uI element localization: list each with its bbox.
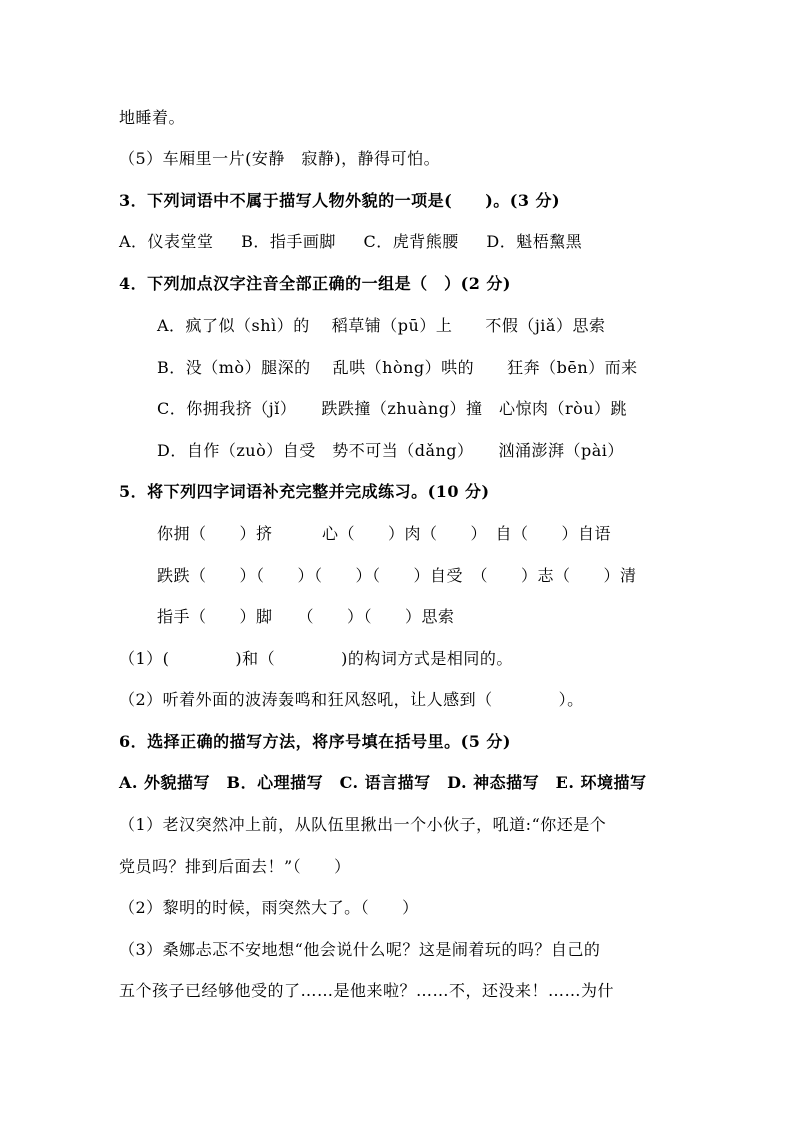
option-a: A．仪表堂堂 [119, 232, 214, 251]
question-4-option-a: A．疯了似（shì）的 稻草铺（pū）上 不假（jiǎ）思索 [157, 316, 606, 335]
option-d: D．魁梧黧黑 [486, 232, 583, 251]
question-5: 5．将下列四字词语补充完整并完成练习。(10 分) [119, 482, 490, 501]
question-6: 6．选择正确的描写方法，将序号填在括号里。(5 分) [119, 732, 511, 751]
question-6-item-2: （2）黎明的时候，雨突然大了。（ ） [119, 898, 419, 917]
question-4-option-c: C．你拥我挤（jǐ） 跌跌撞（zhuàng）撞 心惊肉（ròu）跳 [157, 399, 628, 418]
text-line-continuation: 地睡着。 [119, 108, 186, 127]
question-3-options [119, 232, 604, 252]
question-5-row-2: 跌跌（ ）（ ）（ ）（ ）自受 （ ）志（ ）清 [157, 566, 637, 585]
question-5-sub-2: （2）听着外面的波涛轰鸣和狂风怒吼，让人感到（ ）。 [119, 690, 584, 709]
question-4: 4．下列加点汉字注音全部正确的一组是（ ）(2 分) [119, 274, 511, 293]
question-4-option-b: B．没（mò）腿深的 乱哄（hòng）哄的 狂奔（bēn）而来 [157, 358, 638, 377]
question-6-item-1: （1）老汉突然冲上前，从队伍里揪出一个小伙子，吼道:“你还是个 [119, 815, 607, 834]
question-5-sub-1: （1）( )和（ )的构词方式是相同的。 [119, 649, 513, 668]
question-4-option-d: D．自作（zuò）自受 势不可当（dǎng） 汹涌澎湃（pài） [157, 441, 624, 460]
option-b: B．指手画脚 [241, 232, 336, 251]
question-6-options: A. 外貌描写 B．心理描写 C. 语言描写 D. 神态描写 E. 环境描写 [119, 773, 647, 792]
option-c: C．虎背熊腰 [363, 232, 459, 251]
question-5-row-3: 指手（ ）脚 （ ）（ ）思索 [157, 607, 455, 626]
question-6-item-1-cont: 党员吗？排到后面去！”（ ） [119, 857, 351, 876]
question-3: 3．下列词语中不属于描写人物外貌的一项是( )。(3 分) [119, 191, 561, 210]
question-5-row-1: 你拥（ ）挤 心（ ）肉（ ） 自（ ）自语 [157, 524, 612, 543]
question-6-item-3-cont: 五个孩子已经够他受的了……是他来啦？……不，还没来！……为什 [119, 981, 615, 1000]
question-6-item-3: （3）桑娜忐忑不安地想“他会说什么呢？这是闹着玩的吗？自己的 [119, 940, 601, 959]
sentence-5: （5）车厢里一片(安静 寂静)，静得可怕。 [119, 149, 441, 168]
